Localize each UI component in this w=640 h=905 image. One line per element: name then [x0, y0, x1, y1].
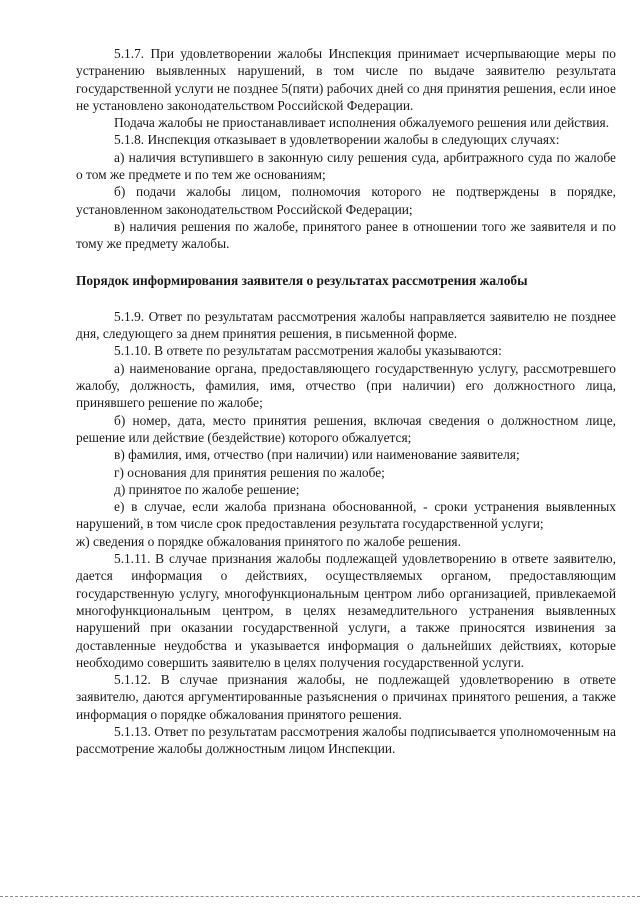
- paragraph-5-1-13: 5.1.13. Ответ по результатам рассмотрения жалобы подписывается уполномоченным на рассмотрение жалобы должностным лицом Инспекции.: [76, 723, 616, 757]
- paragraph-5-1-8-b: б) подачи жалобы лицом, полномочия которого не подтверждены в порядке, установленном законодательством Российской Федерации;: [76, 184, 616, 217]
- paragraph-5-1-9: 5.1.9. Ответ по результатам рассмотрения жалобы направляется заявителю не позднее дня, следующего за днем принятия решения, в письменной форме.: [76, 308, 616, 342]
- paragraph-5-1-10-b: б) номер, дата, место принятия решения, включая сведения о должностном лице, решение или действие (бездействие) которого обжалуется;: [76, 412, 616, 445]
- section-heading: Порядок информирования заявителя о результатах рассмотрения жалобы: [76, 272, 528, 288]
- paragraph-5-1-7: 5.1.7. При удовлетворении жалобы Инспекция принимает исчерпывающие меры по устранению выявленных нарушений, в том числе по выдаче заявителю результата государственной услуги не позднее 5(пяти) рабочих дней со дня принятия решения, если иное не установлено законодательством Российской Федерации.: [76, 46, 616, 113]
- paragraph-5-1-10-zh: ж) сведения о порядке обжалования принятого по жалобе решения.: [76, 533, 461, 549]
- paragraph-5-1-10: 5.1.10. В ответе по результатам рассмотрения жалобы указываются:: [114, 343, 502, 359]
- paragraph-5-1-10-g: г) основания для принятия решения по жалобе;: [114, 464, 385, 480]
- paragraph-5-1-10-d: д) принятое по жалобе решение;: [114, 481, 300, 497]
- page-bottom-divider: [0, 896, 640, 897]
- paragraph-5-1-10-v: в) фамилия, имя, отчество (при наличии) или наименование заявителя;: [114, 447, 520, 463]
- paragraph-5-1-11: 5.1.11. В случае признания жалобы подлежащей удовлетворению в ответе заявителю, дается информация о действиях, осуществляемых органом, предоставляющим государственную услугу, многофункциональным центром либо организацией, привлекаемой многофункциональным центром, в целях незамедлительного устранения выявленных нарушений при оказании государственной услуги, а также приносятся извинения за доставленные неудобства и указывается информация о дальнейших действиях, которые необходимо совершить заявителю в целях получения государственной услуги.: [76, 551, 616, 670]
- paragraph-5-1-8-v: в) наличия решения по жалобе, принятого ранее в отношении того же заявителя и по тому же предмету жалобы.: [76, 218, 616, 252]
- paragraph-5-1-8: 5.1.8. Инспекция отказывает в удовлетворении жалобы в следующих случаях:: [114, 132, 560, 148]
- paragraph-podacha: Подача жалобы не приостанавливает исполнения обжалуемого решения или действия.: [114, 115, 610, 131]
- paragraph-5-1-12: 5.1.12. В случае признания жалобы, не подлежащей удовлетворению в ответе заявителю, даются аргументированные разъяснения о причинах принятого решения, а также информация о порядке обжалования принятого решения.: [76, 672, 616, 722]
- paragraph-5-1-10-a: а) наименование органа, предоставляющего государственную услугу, рассмотревшего жалобу, должность, фамилия, имя, отчество (при наличии) его должностного лица, принявшего решение по жалобе;: [76, 360, 616, 411]
- paragraph-5-1-8-a: а) наличия вступившего в законную силу решения суда, арбитражного суда по жалобе о том же предмете и по тем же основаниям;: [76, 149, 616, 183]
- document-page: [76, 45, 616, 758]
- paragraph-5-1-10-e: е) в случае, если жалоба признана обоснованной, - сроки устранения выявленных нарушений, в том числе срок предоставления результата государственной услуги;: [76, 499, 616, 532]
